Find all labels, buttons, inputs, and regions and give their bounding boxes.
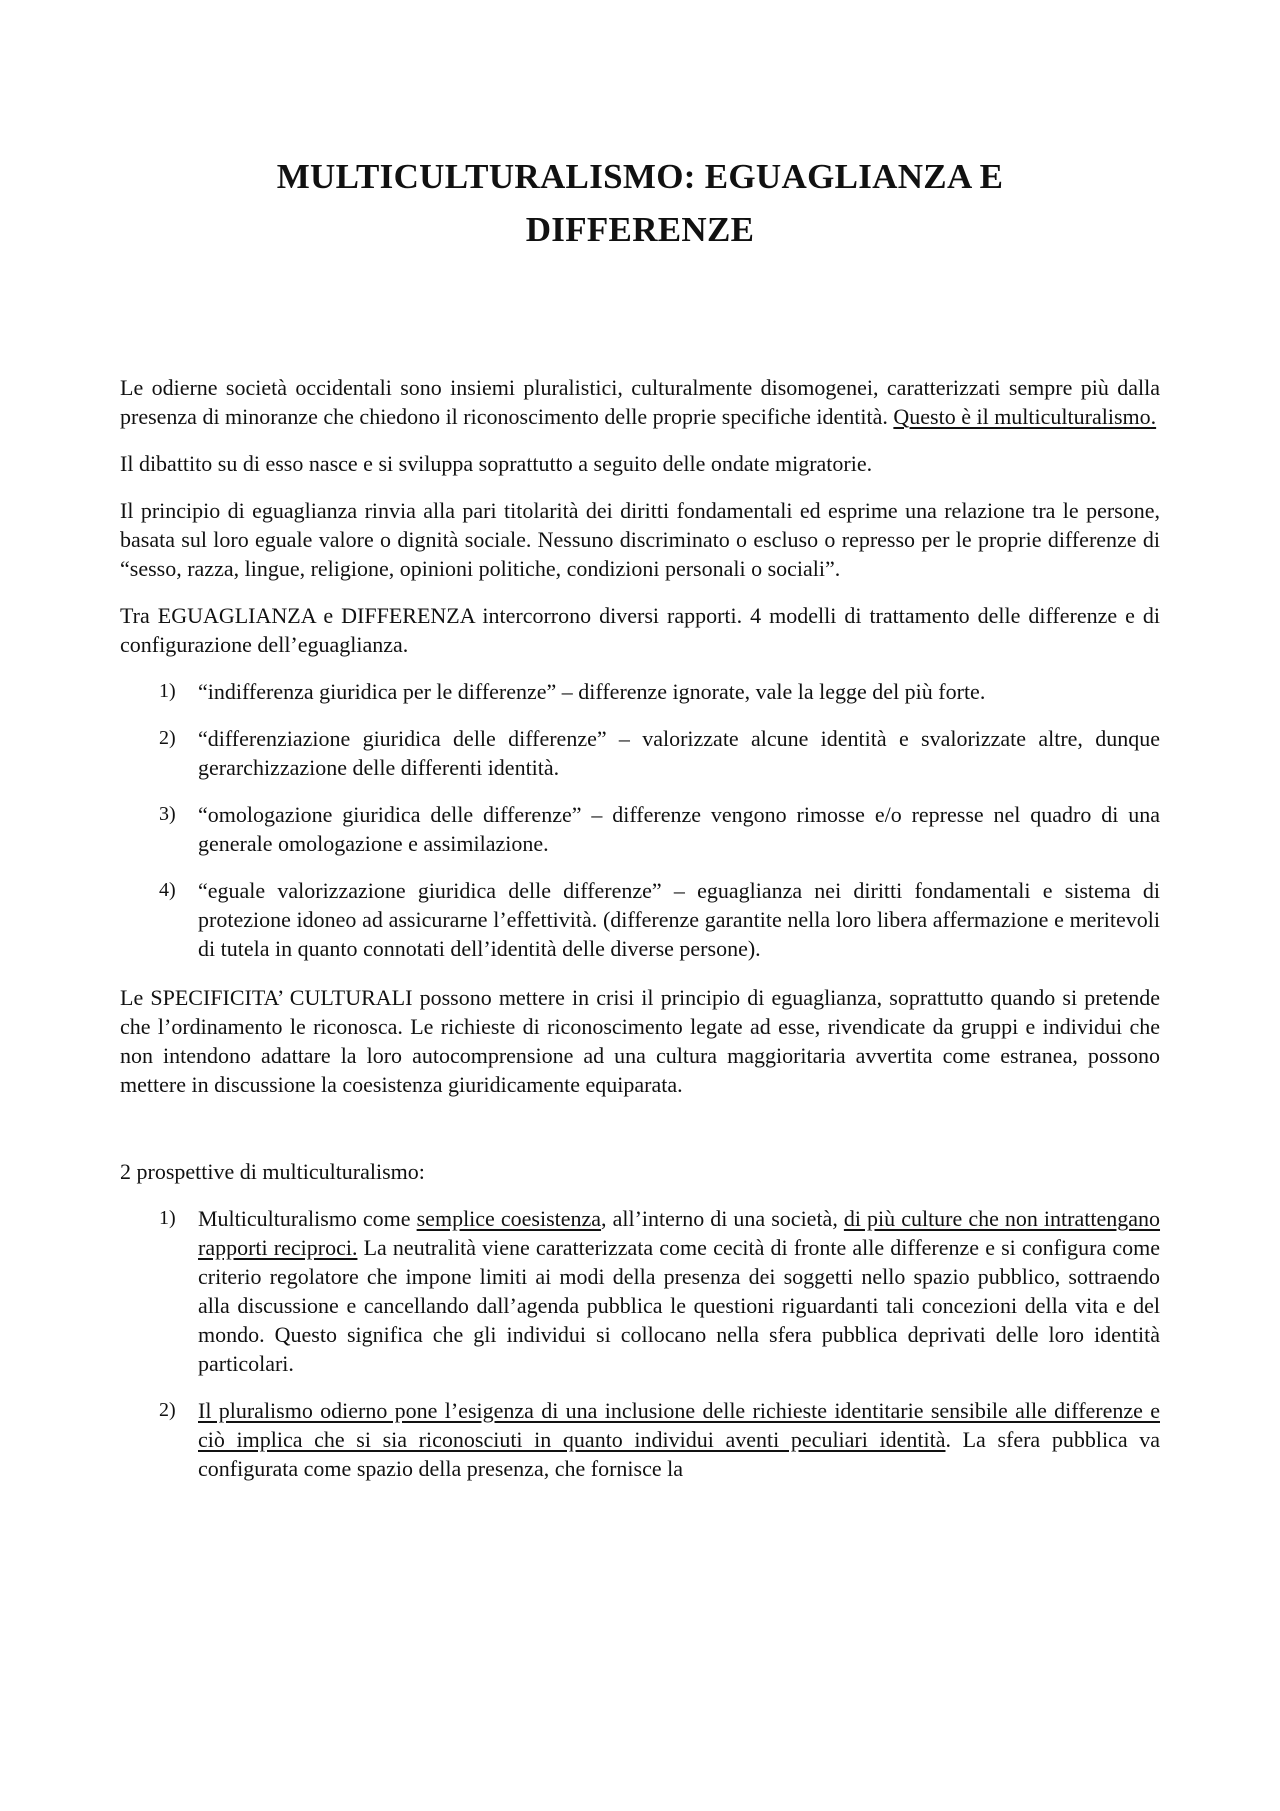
- list-number: 1): [159, 680, 176, 702]
- paragraph-models-intro: Tra EGUAGLIANZA e DIFFERENZA intercorrono diversi rapporti. 4 modelli di trattamento delle differenze e di configurazione dell’eguaglianza.: [120, 603, 1160, 657]
- intro-underlined: Questo è il multiculturalismo.: [893, 404, 1157, 429]
- paragraph-cultural-specificity: Le SPECIFICITA’ CULTURALI possono mettere in crisi il principio di eguaglianza, soprattutto quando si pretende che l’ordinamento le riconosca. Le richieste di riconoscimento legate ad esse, rivendicate da gruppi e individui che non intendono adattare la loro autocomprensione ad una cultura maggioritaria avvertita come estranea, possono mettere in discussione la coesistenza giuridicamente equiparata.: [120, 985, 1160, 1097]
- list-text: “omologazione giuridica delle differenze” – differenze vengono rimosse e/o represse nel quadro di una generale omologazione e assimilazione.: [198, 802, 1160, 856]
- spacer: [120, 1117, 1160, 1157]
- list-text: Multiculturalismo come: [198, 1206, 417, 1231]
- intro-text: Le odierne società occidentali sono insiemi pluralistici, culturalmente disomogenei, caratterizzati sempre più dalla presenza di minoranze che chiedono il riconoscimento delle proprie specifiche identità.: [120, 375, 1160, 429]
- models-list: [120, 677, 1160, 963]
- list-text: “eguale valorizzazione giuridica delle differenze” – eguaglianza nei diritti fondamentali e sistema di protezione idoneo ad assicurarne l’effettività. (differenze garantite nella loro libera affermazione e meritevoli di tutela in quanto connotati dell’identità delle diverse persone).: [198, 878, 1160, 961]
- paragraph-perspectives-intro: 2 prospettive di multiculturalismo:: [120, 1159, 425, 1184]
- list-item: [120, 724, 1160, 782]
- list-text: La neutralità viene caratterizzata come cecità di fronte alle differenze e si configura come criterio regolatore che impone limiti ai modi della presenza dei soggetti nello spazio pubblico, sottraendo alla discussione e cancellando dall’agenda pubblica le questioni riguardanti tali concezioni della vita e del mondo. Questo significa che gli individui si collocano nella sfera pubblica deprivati delle loro identità particolari.: [198, 1235, 1160, 1376]
- list-item: [120, 677, 1160, 706]
- document-body: [120, 373, 1160, 1503]
- list-item: [120, 1396, 1160, 1483]
- list-number: 2): [159, 727, 176, 749]
- paragraph-equality: Il principio di eguaglianza rinvia alla pari titolarità dei diritti fondamentali ed esprime una relazione tra le persone, basata sul loro eguale valore o dignità sociale. Nessuno discriminato o escluso o represso per le proprie differenze di “sesso, razza, lingue, religione, opinioni politiche, condizioni personali o sociali”.: [120, 498, 1160, 581]
- list-number: 2): [159, 1399, 176, 1421]
- list-text: , all’interno di una società,: [601, 1206, 844, 1231]
- perspectives-list: [120, 1204, 1160, 1483]
- list-text: “differenziazione giuridica delle differenze” – valorizzate alcune identità e svalorizzate altre, dunque gerarchizzazione delle differenti identità.: [198, 726, 1160, 780]
- underlined-text: semplice coesistenza: [416, 1206, 602, 1231]
- list-item: [120, 800, 1160, 858]
- page-title: MULTICULTURALISMO: EGUAGLIANZA E DIFFERENZE: [276, 157, 1004, 249]
- list-item: [120, 1204, 1160, 1378]
- paragraph-debate: Il dibattito su di esso nasce e si sviluppa soprattutto a seguito delle ondate migratorie.: [120, 451, 873, 476]
- list-text: “indifferenza giuridica per le differenze” – differenze ignorate, vale la legge del più forte.: [198, 679, 986, 704]
- underlined-text: Il pluralismo odierno pone l’esigenza di una inclusione delle richieste identitarie sensibile alle differenze e ciò implica che si sia riconosciuti in quanto individui aventi peculiari identità: [198, 1398, 1160, 1452]
- list-number: 3): [159, 803, 176, 825]
- paragraph-intro: [120, 373, 1160, 431]
- list-item: [120, 876, 1160, 963]
- list-number: 1): [159, 1207, 176, 1229]
- list-number: 4): [159, 879, 176, 901]
- underlined-text: di più culture che non intrattengano rapporti reciproci.: [198, 1206, 1161, 1260]
- list-text: . La sfera pubblica va configurata come spazio della presenza, che fornisce la: [198, 1427, 1160, 1481]
